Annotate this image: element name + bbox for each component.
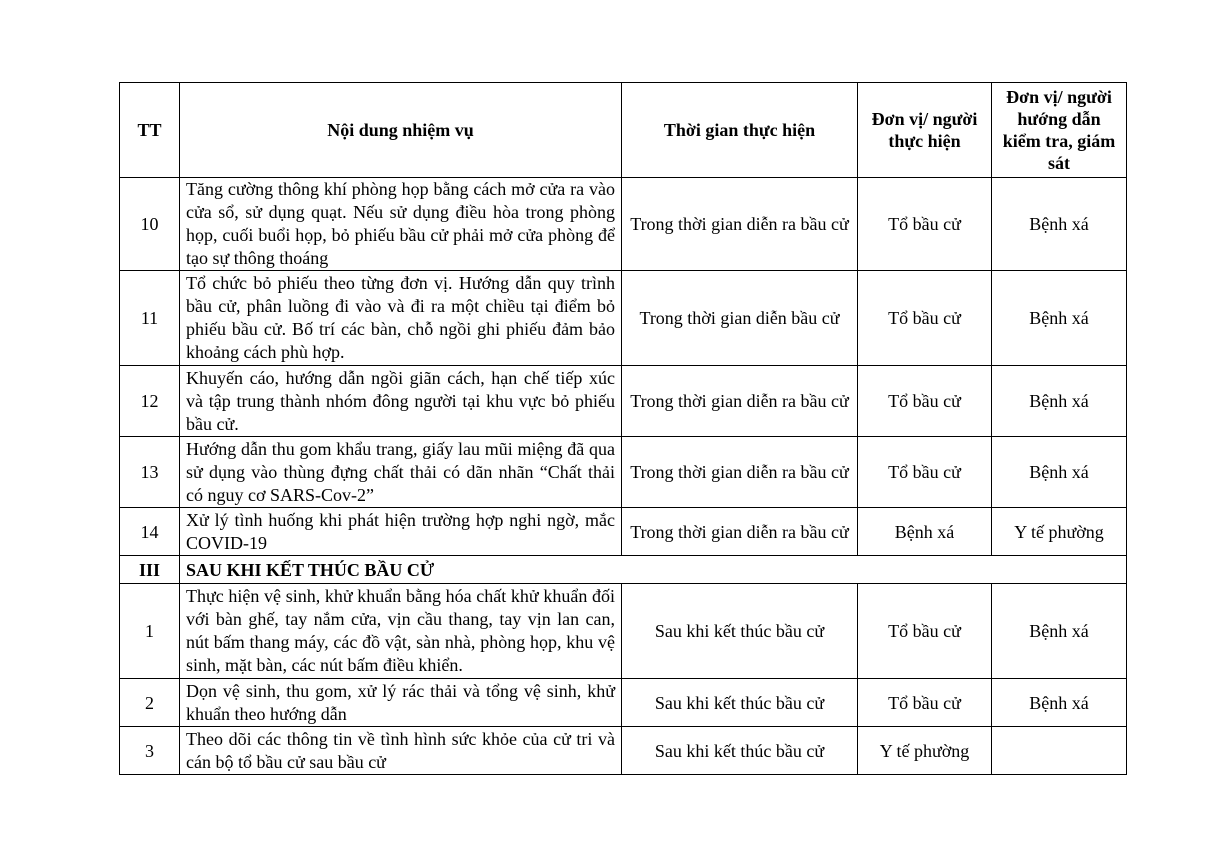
row-content: Tăng cường thông khí phòng họp bằng cách mở cửa ra vào cửa sổ, sử dụng quạt. Nếu sử dụng điều hòa trong phòng họp, cuối buổi họp, bỏ phiếu bầu cử phải mở cửa phòng để tạo sự thông thoáng <box>180 178 622 271</box>
table-row <box>120 508 1127 556</box>
row-content: Khuyến cáo, hướng dẫn ngồi giãn cách, hạn chế tiếp xúc và tập trung thành nhóm đông người tại khu vực bỏ phiếu bầu cử. <box>180 366 622 437</box>
section-title: SAU KHI KẾT THÚC BẦU CỬ <box>180 556 1127 584</box>
row-content: Theo dõi các thông tin về tình hình sức khỏe của cử tri và cán bộ tổ bầu cử sau bầu cử <box>180 727 622 775</box>
row-supervise: Bệnh xá <box>992 584 1127 679</box>
row-supervise: Bệnh xá <box>992 271 1127 366</box>
table-row <box>120 178 1127 271</box>
row-tt: 14 <box>120 508 180 556</box>
row-unit: Tổ bầu cử <box>858 437 992 508</box>
row-supervise: Bệnh xá <box>992 366 1127 437</box>
table-row <box>120 366 1127 437</box>
header-tt: TT <box>120 83 180 178</box>
task-table <box>119 82 1127 775</box>
row-time: Trong thời gian diễn ra bầu cử <box>622 366 858 437</box>
row-unit: Tổ bầu cử <box>858 366 992 437</box>
row-time: Trong thời gian diễn ra bầu cử <box>622 437 858 508</box>
row-tt: 11 <box>120 271 180 366</box>
row-tt: 13 <box>120 437 180 508</box>
row-content: Hướng dẫn thu gom khẩu trang, giấy lau mũi miệng đã qua sử dụng vào thùng đựng chất thải có dãn nhãn “Chất thải có nguy cơ SARS-Cov-2” <box>180 437 622 508</box>
row-tt: 12 <box>120 366 180 437</box>
row-supervise: Bệnh xá <box>992 178 1127 271</box>
header-supervise: Đơn vị/ người hướng dẫn kiểm tra, giám sát <box>992 83 1127 178</box>
row-content: Dọn vệ sinh, thu gom, xử lý rác thải và tổng vệ sinh, khử khuẩn theo hướng dẫn <box>180 679 622 727</box>
row-unit: Y tế phường <box>858 727 992 775</box>
header-unit: Đơn vị/ người thực hiện <box>858 83 992 178</box>
row-tt: 2 <box>120 679 180 727</box>
row-time: Trong thời gian diễn ra bầu cử <box>622 508 858 556</box>
row-time: Trong thời gian diễn ra bầu cử <box>622 178 858 271</box>
row-unit: Tổ bầu cử <box>858 584 992 679</box>
row-supervise: Bệnh xá <box>992 679 1127 727</box>
row-content: Xử lý tình huống khi phát hiện trường hợp nghi ngờ, mắc COVID-19 <box>180 508 622 556</box>
header-content: Nội dung nhiệm vụ <box>180 83 622 178</box>
row-unit: Bệnh xá <box>858 508 992 556</box>
row-time: Sau khi kết thúc bầu cử <box>622 584 858 679</box>
row-unit: Tổ bầu cử <box>858 271 992 366</box>
section-number: III <box>120 556 180 584</box>
row-tt: 3 <box>120 727 180 775</box>
row-time: Sau khi kết thúc bầu cử <box>622 679 858 727</box>
row-unit: Tổ bầu cử <box>858 679 992 727</box>
header-time: Thời gian thực hiện <box>622 83 858 178</box>
table-row <box>120 437 1127 508</box>
row-unit: Tổ bầu cử <box>858 178 992 271</box>
row-content: Thực hiện vệ sinh, khử khuẩn bằng hóa chất khử khuẩn đối với bàn ghế, tay nắm cửa, vịn cầu thang, tay vịn lan can, nút bấm thang máy, các đồ vật, sàn nhà, phòng họp, khu vệ sinh, mặt bàn, các nút bấm điều khiển. <box>180 584 622 679</box>
row-supervise: Bệnh xá <box>992 437 1127 508</box>
row-time: Trong thời gian diễn bầu cử <box>622 271 858 366</box>
row-supervise <box>992 727 1127 775</box>
table-row <box>120 679 1127 727</box>
table-row <box>120 584 1127 679</box>
row-supervise: Y tế phường <box>992 508 1127 556</box>
row-time: Sau khi kết thúc bầu cử <box>622 727 858 775</box>
row-tt: 1 <box>120 584 180 679</box>
row-content: Tổ chức bỏ phiếu theo từng đơn vị. Hướng dẫn quy trình bầu cử, phân luồng đi vào và đi ra một chiều tại điểm bỏ phiếu bầu cử. Bố trí các bàn, chỗ ngồi ghi phiếu đảm bảo khoảng cách phù hợp. <box>180 271 622 366</box>
row-tt: 10 <box>120 178 180 271</box>
table-row <box>120 727 1127 775</box>
table-header-row <box>120 83 1127 178</box>
section-header-row <box>120 556 1127 584</box>
table-row <box>120 271 1127 366</box>
